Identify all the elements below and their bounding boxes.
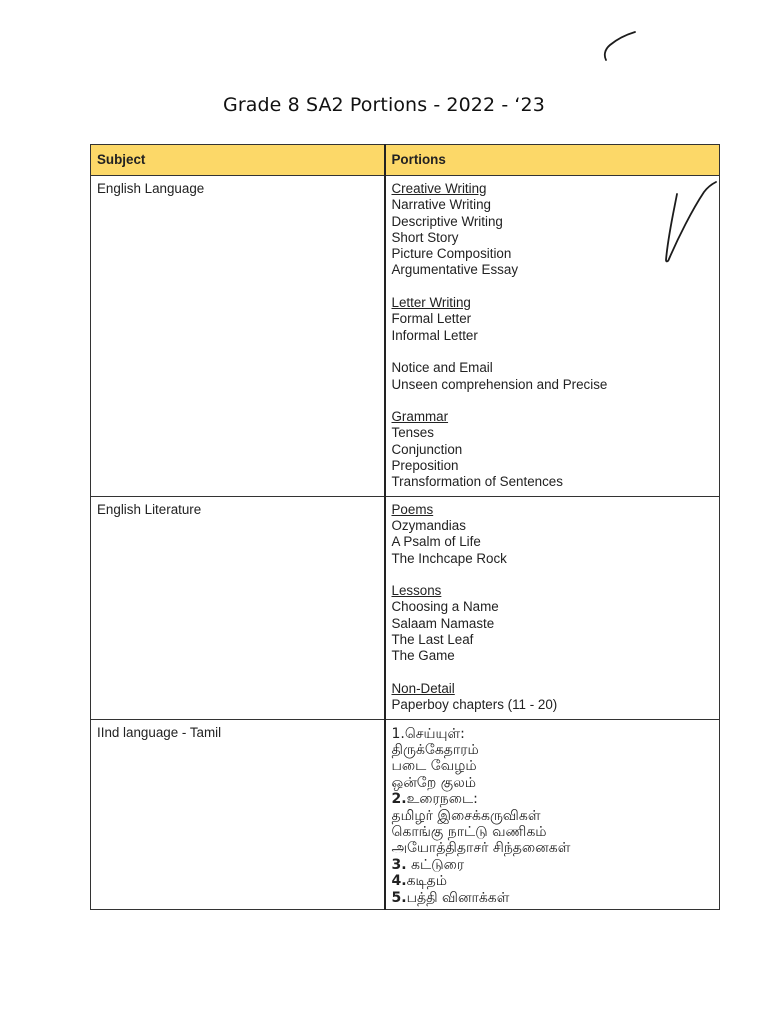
- tamil-line: 5.பத்தி வினாக்கள்: [391, 889, 510, 906]
- section-heading: Non-Detail: [391, 680, 455, 696]
- list-item: Salaam Namaste: [391, 615, 495, 631]
- list-item: Choosing a Name: [391, 599, 499, 615]
- tamil-line: கொங்கு நாட்டு வணிகம்: [391, 823, 547, 840]
- list-item: Conjunction: [391, 441, 463, 457]
- tamil-line: தமிழர் இசைக்கருவிகள்: [391, 807, 541, 824]
- portions-cell: [385, 719, 720, 909]
- list-item: A Psalm of Life: [391, 534, 481, 550]
- list-item: Notice and Email: [391, 360, 493, 376]
- tamil-line: திருக்கேதாரம்: [391, 741, 479, 758]
- portions-cell: [385, 176, 720, 497]
- table-row: [91, 719, 720, 909]
- list-item: The Game: [391, 648, 455, 664]
- tamil-line: அயோத்திதாசர் சிந்தனைகள்: [391, 840, 571, 857]
- section-heading: Creative Writing: [391, 181, 487, 196]
- table-row: [91, 176, 720, 497]
- header-portions: Portions: [385, 145, 720, 176]
- list-item: Picture Composition: [391, 246, 512, 262]
- list-item: Formal Letter: [391, 311, 472, 327]
- tamil-line: படை வேழம்: [391, 758, 477, 775]
- subject-cell: IInd language - Tamil: [91, 719, 385, 909]
- list-item: Tenses: [391, 425, 434, 441]
- portions-cell: [385, 496, 720, 719]
- spacer: [392, 279, 714, 295]
- list-item: Narrative Writing: [391, 197, 491, 213]
- section-heading: Poems: [391, 501, 434, 517]
- handwritten-tick-top: [598, 26, 642, 66]
- list-item: Preposition: [391, 458, 459, 474]
- spacer: [392, 665, 714, 681]
- list-item: Argumentative Essay: [391, 262, 519, 278]
- list-item: Ozymandias: [391, 517, 466, 533]
- spacer: [392, 393, 714, 409]
- tamil-line: 4.கடிதம்: [391, 873, 448, 890]
- spacer: [392, 567, 714, 583]
- table-header-row: [91, 145, 720, 176]
- portions-table: [90, 144, 720, 910]
- section-heading: Lessons: [391, 583, 442, 599]
- list-item: Unseen comprehension and Precise: [391, 376, 608, 392]
- tamil-line: ஒன்றே குலம்: [391, 774, 476, 791]
- list-item: Transformation of Sentences: [391, 474, 563, 490]
- list-item: Paperboy chapters (11 - 20): [391, 697, 558, 713]
- subject-cell: English Language: [91, 176, 385, 497]
- section-heading: Letter Writing: [391, 295, 471, 311]
- page-title: Grade 8 SA2 Portions - 2022 - ‘23: [223, 94, 545, 116]
- header-subject: Subject: [91, 145, 385, 176]
- tamil-line: 2.உரைநடை:: [391, 791, 478, 808]
- list-item: The Last Leaf: [391, 632, 474, 648]
- tamil-line: 1.செய்யுள்:: [391, 725, 465, 742]
- tamil-line: 3. கட்டுரை: [391, 856, 465, 873]
- table-row: [91, 496, 720, 719]
- section-heading: Grammar: [391, 409, 449, 425]
- list-item: Short Story: [391, 229, 459, 245]
- list-item: The Inchcape Rock: [391, 550, 507, 566]
- subject-cell: English Literature: [91, 496, 385, 719]
- list-item: Informal Letter: [391, 327, 478, 343]
- list-item: Descriptive Writing: [391, 213, 503, 229]
- spacer: [392, 344, 714, 360]
